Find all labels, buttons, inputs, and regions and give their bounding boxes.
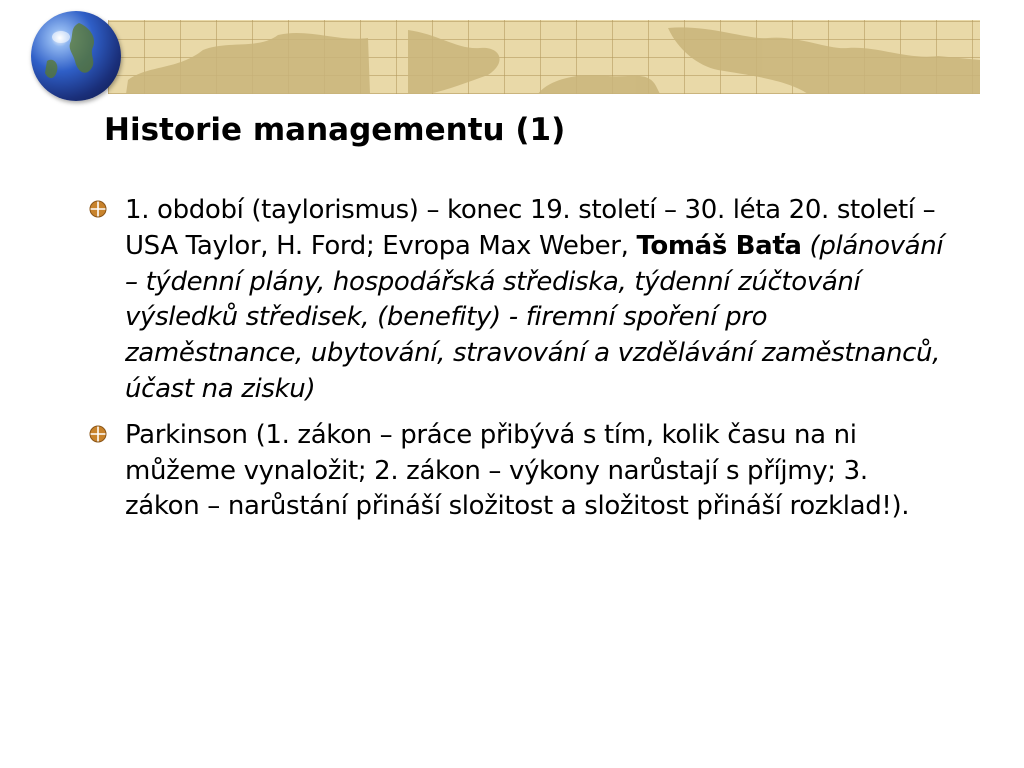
bullet-text <box>125 193 948 408</box>
text-run: Parkinson (1. zákon – práce přibývá s tím, kolik času na ni můžeme vynaložit; 2. zákon – výkony narůstají s příjmy; 3. zákon – narůstání přináší složitost a složitost přináší rozklad!). <box>125 419 910 522</box>
sphere-bullet-icon <box>88 199 108 219</box>
text-run: 1. období (taylorismus) – konec 19. století – 30. léta 20. století – USA Taylor, H. Ford; Evropa Max Weber, <box>125 195 936 261</box>
bullet-item-parkinson <box>88 418 948 525</box>
sphere-bullet-icon <box>88 424 108 444</box>
bold-text-run: Tomáš Baťa <box>636 230 802 261</box>
italic-text-run: (plánování – týdenní plány, hospodářská střediska, týdenní zúčtování výsledků středisek, (benefity) - firemní spoření pro zaměstnance, ubytování, stravování a vzdělávání zaměstnanců, účast na zisku) <box>125 230 944 404</box>
bullet-list <box>88 193 948 535</box>
globe-icon <box>31 11 121 101</box>
text-run <box>802 231 810 261</box>
bullet-item-taylorism <box>88 193 948 408</box>
slide-title: Historie managementu (1) <box>104 112 566 148</box>
world-map-banner <box>108 20 980 94</box>
bullet-text <box>125 418 948 525</box>
